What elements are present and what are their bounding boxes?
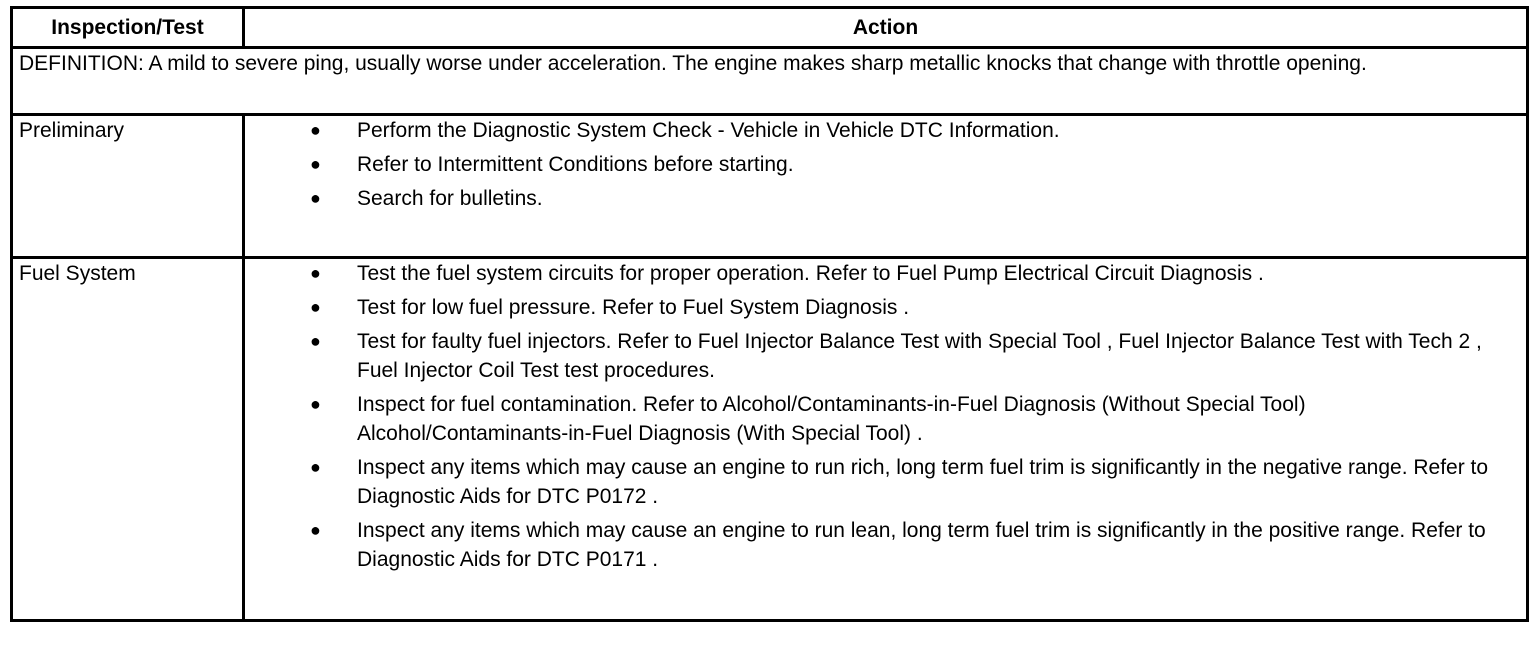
list-item-text: Inspect any items which may cause an engine to run rich, long term fuel trim is significantly in the negative range. Refer to Diagnostic Aids for DTC P0172 .: [357, 456, 1489, 508]
bullet-icon: ●: [310, 394, 321, 414]
bullet-icon: ●: [310, 263, 321, 283]
bullet-icon: ●: [310, 154, 321, 174]
list-item-text: Test for low fuel pressure. Refer to Fuel System Diagnosis .: [357, 296, 910, 319]
list-item: [251, 327, 1520, 385]
bullet-icon: ●: [310, 331, 321, 351]
list-item: [251, 293, 1520, 322]
list-item-text: Perform the Diagnostic System Check - Vehicle in Vehicle DTC Information.: [357, 119, 1060, 142]
definition-row: [12, 48, 1528, 115]
list-item: [251, 516, 1520, 574]
list-item-text: Inspect any items which may cause an engine to run lean, long term fuel trim is significantly in the positive range. Refer to Diagnostic Aids for DTC P0171 .: [357, 519, 1486, 571]
table-row-preliminary: [12, 115, 1528, 258]
list-item-text: Refer to Intermittent Conditions before starting.: [357, 153, 794, 176]
row-label-fuel-system: Fuel System: [12, 258, 244, 621]
bullet-icon: ●: [310, 120, 321, 140]
list-item: [251, 184, 1520, 213]
list-item-text: Test for faulty fuel injectors. Refer to Fuel Injector Balance Test with Special Tool , Fuel Injector Balance Test with Tech 2 , Fuel Injector Coil Test test procedures.: [357, 330, 1482, 382]
diagnostic-table: [10, 6, 1529, 622]
bullet-icon: ●: [310, 520, 321, 540]
bullet-icon: ●: [310, 297, 321, 317]
action-list-preliminary: [251, 116, 1520, 213]
list-item: [251, 150, 1520, 179]
bullet-icon: ●: [310, 457, 321, 477]
list-item-text: Search for bulletins.: [357, 187, 543, 210]
list-item: [251, 116, 1520, 145]
list-item: [251, 390, 1520, 448]
list-item: [251, 453, 1520, 511]
header-row: [12, 8, 1528, 48]
list-item: [251, 259, 1520, 288]
table-row-fuel-system: [12, 258, 1528, 621]
action-cell-preliminary: [244, 115, 1528, 258]
row-label-preliminary: Preliminary: [12, 115, 244, 258]
action-list-fuel-system: [251, 259, 1520, 574]
definition-text: DEFINITION: A mild to severe ping, usually worse under acceleration. The engine makes sharp metallic knocks that change with throttle opening.: [12, 48, 1528, 115]
list-item-text: Inspect for fuel contamination. Refer to Alcohol/Contaminants-in-Fuel Diagnosis (Without Special Tool) Alcohol/Contaminants-in-Fuel Diagnosis (With Special Tool) .: [357, 393, 1306, 445]
bullet-icon: ●: [310, 188, 321, 208]
header-inspection-test: Inspection/Test: [12, 8, 244, 48]
action-cell-fuel-system: [244, 258, 1528, 621]
header-action: Action: [244, 8, 1528, 48]
list-item-text: Test the fuel system circuits for proper operation. Refer to Fuel Pump Electrical Circuit Diagnosis .: [357, 262, 1264, 285]
